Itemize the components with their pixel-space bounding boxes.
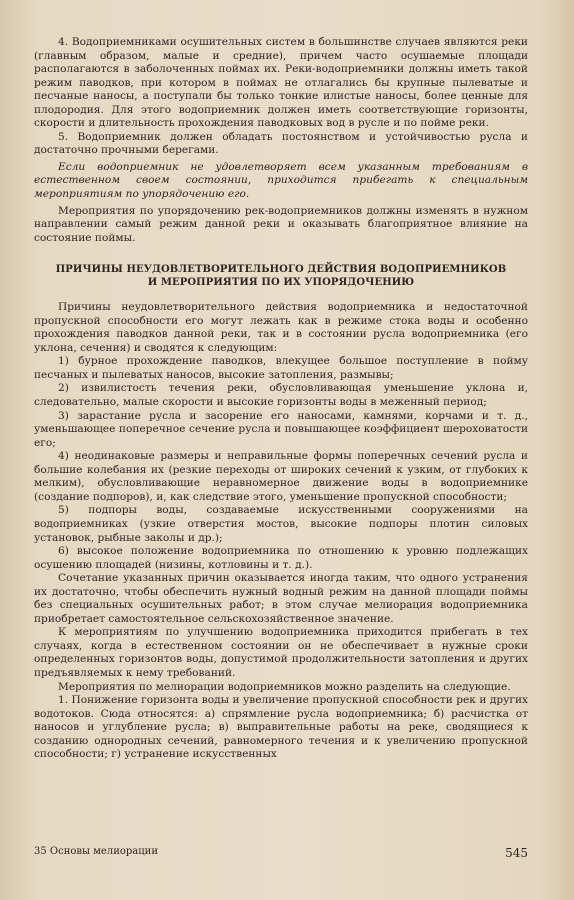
section-heading-line-1: ПРИЧИНЫ НЕУДОВЛЕТВОРИТЕЛЬНОГО ДЕЙСТВИЯ ВОДОПРИЕМНИКОВ <box>55 264 507 276</box>
paragraph-measures-intro: Мероприятия по упорядочению рек-водоприемников должны изменять в нужном направлении самый режим данной реки и оказывать благоприятное влияние на состояние поймы. <box>34 204 528 244</box>
section-heading <box>34 263 528 289</box>
list-item-cause-6: 6) высокое положение водоприемника по отношению к уровню подлежащих осушению площадей (низины, котловины и т. д.). <box>34 545 528 571</box>
page-body <box>34 36 528 762</box>
printer-signature: 35 Основы мелиорации <box>34 846 159 857</box>
list-item-cause-3: 3) зарастание русла и засорение его наносами, камнями, корчами и т. д., уменьшающее поперечное сечение русла и повышающее коэффициент шероховатости его; <box>34 409 528 449</box>
italic-paragraph: Если водоприемник не удовлетворяет всем указанным требованиям в естественном своем состоянии, приходится прибегать к специальным мероприятиям по упорядочению его. <box>34 160 528 201</box>
list-item-cause-2: 2) извилистость течения реки, обусловливающая уменьшение уклона и, следовательно, малые скорости и высокие горизонты воды в меженный период; <box>34 382 528 409</box>
list-item-measure-1: 1. Понижение горизонта воды и увеличение пропускной способности рек и других водотоков. Сюда относятся: а) спрямление русла водоприемника; б) расчистка от наносов и углубление русла; в) выправительные работы на реке, сводящиеся к созданию однородных сечений, равномерного течения и к увеличению пропускной способности; г) устранение искусственных <box>34 694 528 761</box>
list-item-cause-1: 1) бурное прохождение паводков, влекущее большое поступление в пойму песчаных и пылеватых наносов, высокие затопления, размывы; <box>34 355 528 381</box>
paragraph-item-5: 5. Водоприемник должен обладать постоянством и устойчивостью русла и достаточно прочными берегами. <box>34 130 528 157</box>
section-heading-line-2: И МЕРОПРИЯТИЯ ПО ИХ УПОРЯДОЧЕНИЮ <box>147 277 415 289</box>
paragraph-item-4: 4. Водоприемниками осушительных систем в большинстве случаев являются реки (главным образом, малые и средние), причем часто осушаемые площади располагаются в заболоченных поймах их. Реки-водоприемники должны иметь такой режим паводков, при котором в поймах не отлагались бы крупные пылеватые и песчаные наносы, а поступали бы только тонкие илистые наносы, более ценные для плодородия. Для этого водоприемник должен иметь соответствующие горизонты, скорости и длительность прохождения паводковых вод в русле и по пойме реки. <box>34 36 528 130</box>
list-item-cause-4: 4) неодинаковые размеры и неправильные формы поперечных сечений русла и большие колебания их (резкие переходы от широких сечений к узким, от глубоких к мелким), обусловливающие неравномерное движение воды в водоприемнике (создание подпоров), и, как следствие этого, уменьшение пропускной способности; <box>34 450 528 503</box>
list-item-cause-5: 5) подпоры воды, создаваемые искусственными сооружениями на водоприемниках (узкие отверстия мостов, высокие подпоры плотин силовых установок, рыбные заколы и др.); <box>34 504 528 544</box>
page-footer <box>34 846 528 860</box>
paragraph-measures-division: Мероприятия по мелиорации водоприемников можно разделить на следующие. <box>58 680 511 693</box>
paragraph-combination: Сочетание указанных причин оказывается иногда таким, что одного устранения их достаточно, чтобы обеспечить нужный водный режим на данной площади поймы без специальных осушительных работ; в этом случае мелиорация водоприемника приобретает самостоятельное сельскохозяйственное значение. <box>34 572 528 625</box>
paragraph-causes-intro: Причины неудовлетворительного действия водоприемника и недостаточной пропускной способности его могут лежать как в режиме стока воды и особенно прохождения паводков данной реки, так и в состоянии русла водоприемника (его уклона, сечения) и сводятся к следующим: <box>34 301 528 354</box>
paragraph-improvement: К мероприятиям по улучшению водоприемника приходится прибегать в тех случаях, когда в естественном состоянии он не обеспечивает в нужные сроки определенных горизонтов воды, допустимой продолжительности затопления и других предъявляемых к нему требований. <box>34 626 528 679</box>
page-number: 545 <box>505 846 528 860</box>
